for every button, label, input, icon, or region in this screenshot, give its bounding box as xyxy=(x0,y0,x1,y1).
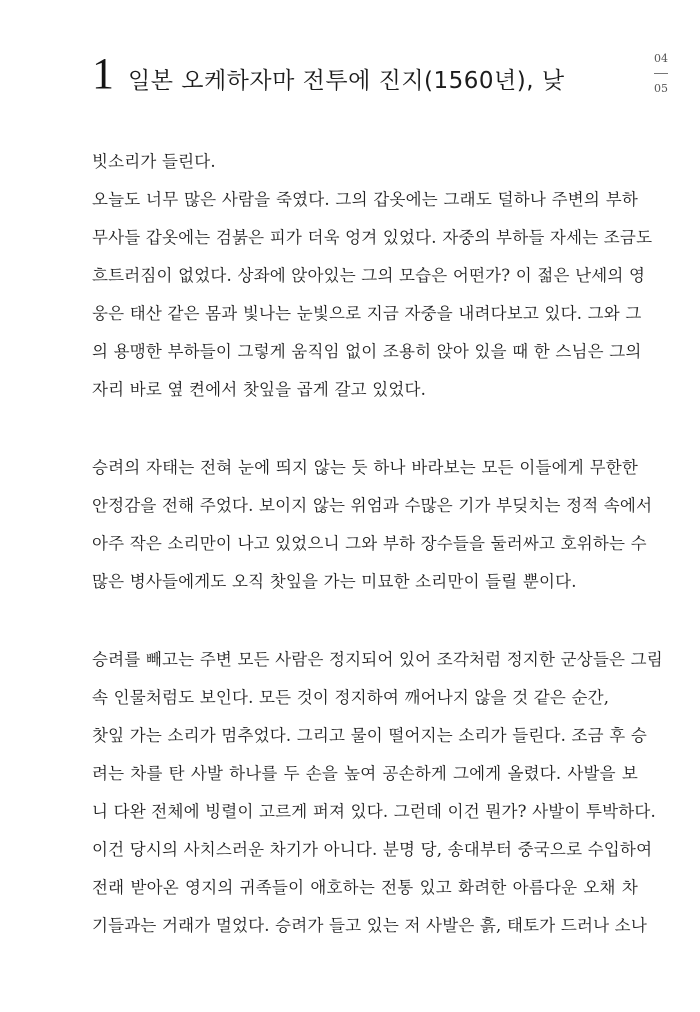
text-line: 자리 바로 옆 켠에서 찻잎을 곱게 갈고 있었다. xyxy=(92,380,427,399)
text-line: 려는 차를 탄 사발 하나를 두 손을 높여 공손하게 그에게 올렸다. 사발을 보 xyxy=(92,764,638,783)
text-line: 많은 병사들에게도 오직 찻잎을 가는 미묘한 소리만이 들릴 뿐이다. xyxy=(92,572,577,591)
text-line: 흐트러짐이 없었다. 상좌에 앉아있는 그의 모습은 어떤가? 이 젊은 난세의 영 xyxy=(92,266,646,285)
text-line: 승려를 빼고는 주변 모든 사람은 정지되어 있어 조각처럼 정지한 군상들은 그림 xyxy=(92,650,663,669)
text-line: 오늘도 너무 많은 사람을 죽였다. 그의 갑옷에는 그래도 덜하나 주변의 부하 xyxy=(92,190,638,209)
text-line: 아주 작은 소리만이 나고 있었으니 그와 부하 장수들을 둘러싸고 호위하는 수 xyxy=(92,534,647,553)
paragraph-spacer xyxy=(92,601,638,641)
folio-divider xyxy=(654,73,668,74)
text-line: 승려의 자태는 전혀 눈에 띄지 않는 듯 하나 바라보는 모든 이들에게 무한한 xyxy=(92,458,638,477)
chapter-title: 일본 오케하자마 전투에 진지(1560년), 낮 xyxy=(128,68,565,94)
page-number-right: 05 xyxy=(654,82,668,95)
paragraph-2 xyxy=(92,449,653,601)
text-line: 니 다완 전체에 빙렬이 고르게 퍼져 있다. 그런데 이건 뭔가? 사발이 투박하다. xyxy=(92,802,656,821)
page-folio xyxy=(646,52,676,95)
text-line: 빗소리가 들린다. xyxy=(92,152,216,171)
text-line: 이건 당시의 사치스러운 차기가 아니다. 분명 당, 송대부터 중국으로 수입하여 xyxy=(92,840,653,859)
text-line: 전래 받아온 영지의 귀족들이 애호하는 전통 있고 화려한 아름다운 오채 차 xyxy=(92,878,638,897)
text-line: 속 인물처럼도 보인다. 모든 것이 정지하여 깨어나지 않을 것 같은 순간, xyxy=(92,688,610,707)
paragraph-3 xyxy=(92,641,663,945)
chapter-number: 1 xyxy=(92,49,114,98)
text-line: 무사들 갑옷에는 검붉은 피가 더욱 엉겨 있었다. 자중의 부하들 자세는 조금도 xyxy=(92,228,653,247)
page-number-left: 04 xyxy=(654,52,668,65)
paragraph-1 xyxy=(92,143,653,409)
body-text xyxy=(92,143,663,945)
text-line: 찻잎 가는 소리가 멈추었다. 그리고 물이 떨어지는 소리가 들린다. 조금 후 승 xyxy=(92,726,647,745)
chapter-heading xyxy=(92,49,612,98)
text-line: 의 용맹한 부하들이 그렇게 움직임 없이 조용히 앉아 있을 때 한 스님은 그의 xyxy=(92,342,642,361)
paragraph-spacer xyxy=(92,409,638,449)
text-line: 안정감을 전해 주었다. 보이지 않는 위엄과 수많은 기가 부딪치는 정적 속에서 xyxy=(92,496,653,515)
text-line: 기들과는 거래가 멀었다. 승려가 들고 있는 저 사발은 흙, 태토가 드러나 소나 xyxy=(92,916,647,935)
text-line: 웅은 태산 같은 몸과 빛나는 눈빛으로 지금 자중을 내려다보고 있다. 그와 그 xyxy=(92,304,642,323)
